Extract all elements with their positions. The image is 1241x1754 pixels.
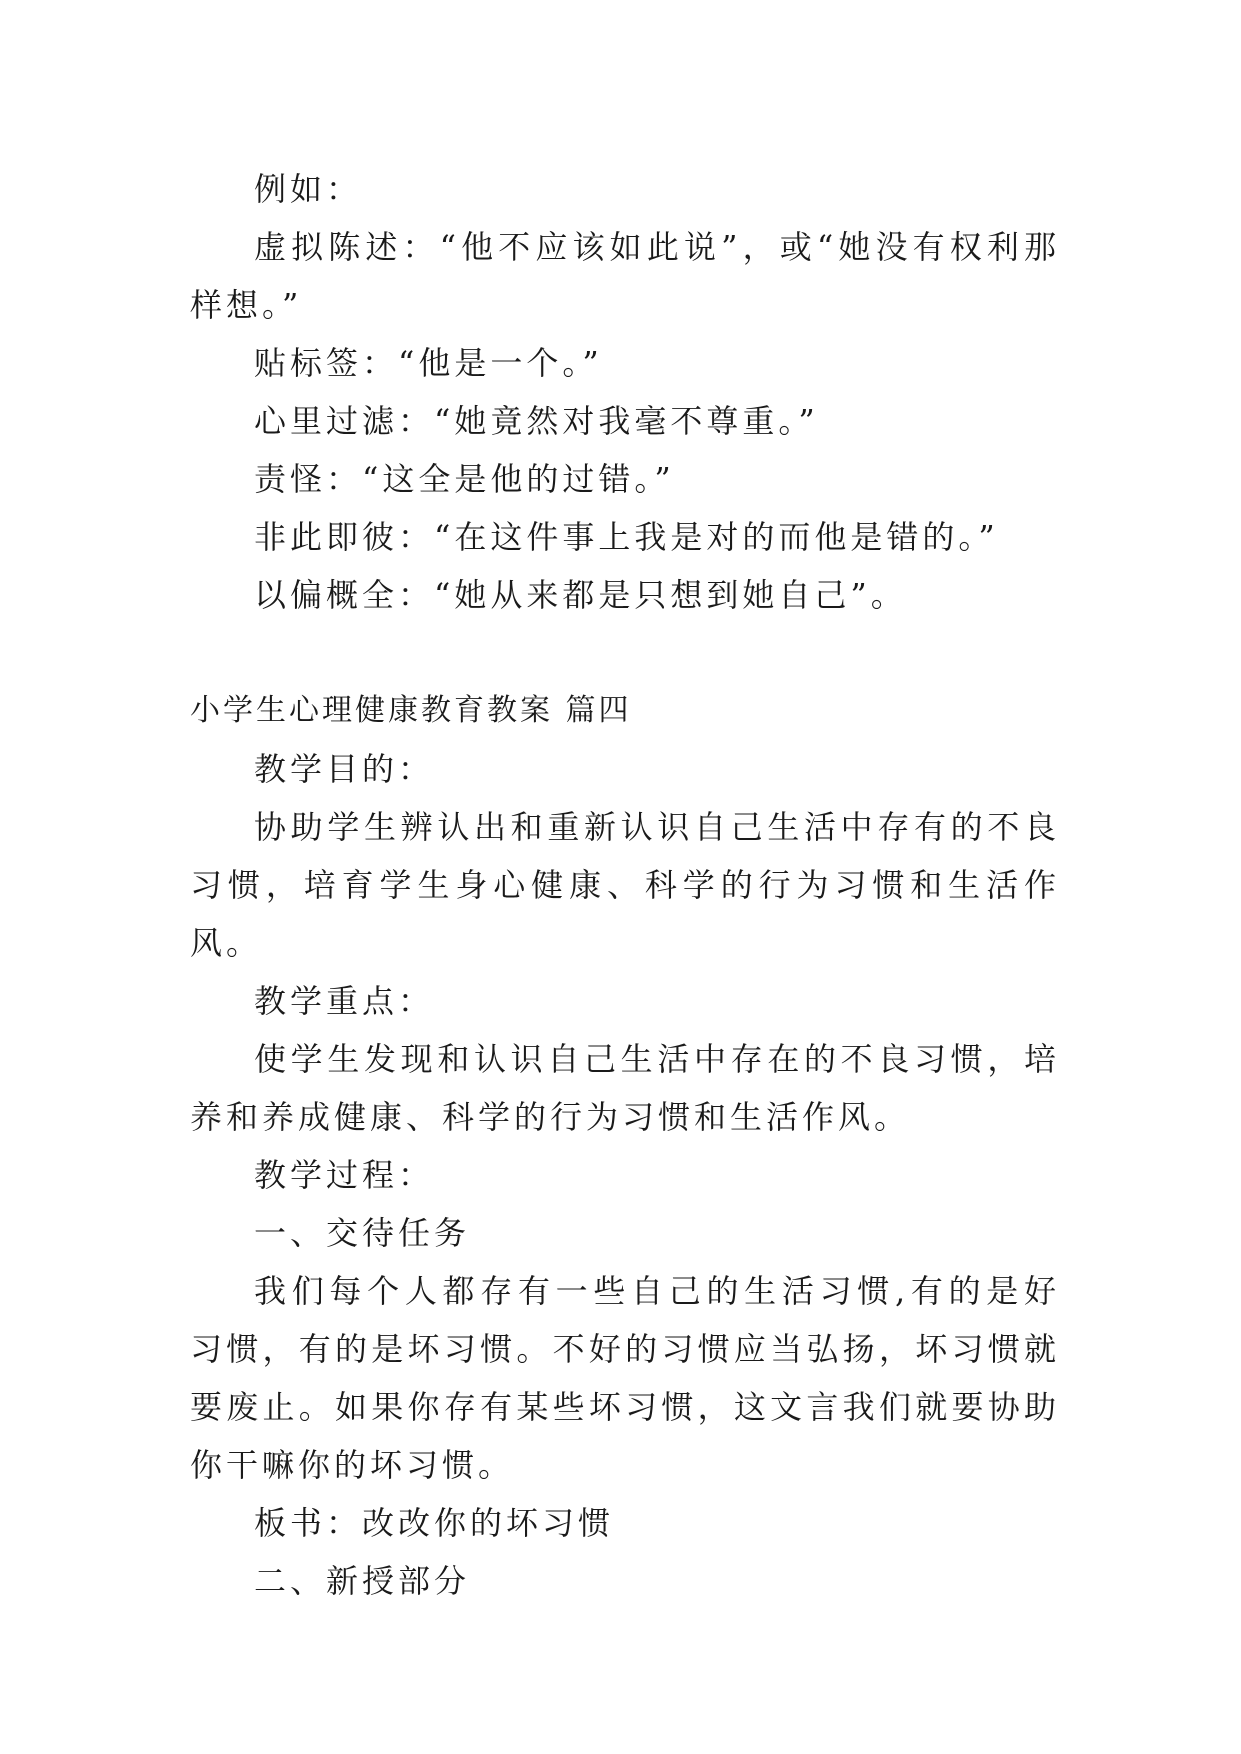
paragraph: 一、交待任务 [254, 1214, 471, 1252]
section-title: 小学生心理健康教育教案 篇四 [190, 693, 632, 728]
paragraph: 责怪：“这全是他的过错。” [254, 460, 675, 498]
paragraph: 使学生发现和认识自己生活中存在的不良习惯，培养和养成健康、科学的行为习惯和生活作风。 [190, 1040, 1060, 1136]
paragraph: 非此即彼：“在这件事上我是对的而他是错的。” [254, 518, 999, 556]
paragraph: 贴标签：“他是一个。” [254, 344, 603, 382]
paragraph: 教学目的： [254, 750, 435, 788]
paragraph: 教学过程： [254, 1156, 435, 1194]
paragraph: 教学重点： [254, 982, 435, 1020]
paragraph: 以偏概全：“她从来都是只想到她自己”。 [254, 576, 907, 614]
paragraph: 我们每个人都存有一些自己的生活习惯,有的是好习惯，有的是坏习惯。不好的习惯应当弘扬，坏习惯就要废止。如果你存有某些坏习惯，这文言我们就要协助你干嘛你的坏习惯。 [190, 1272, 1060, 1484]
paragraph: 协助学生辨认出和重新认识自己生活中存有的不良习惯，培育学生身心健康、科学的行为习惯和生活作风。 [190, 808, 1060, 962]
paragraph: 板书：改改你的坏习惯 [254, 1504, 615, 1542]
paragraph: 虚拟陈述：“他不应该如此说”，或“她没有权利那样想。” [190, 228, 1060, 324]
paragraph: 例如： [254, 170, 363, 208]
document-body [190, 160, 1060, 1610]
paragraph: 心里过滤：“她竟然对我毫不尊重。” [254, 402, 819, 440]
paragraph: 二、新授部分 [254, 1562, 471, 1600]
